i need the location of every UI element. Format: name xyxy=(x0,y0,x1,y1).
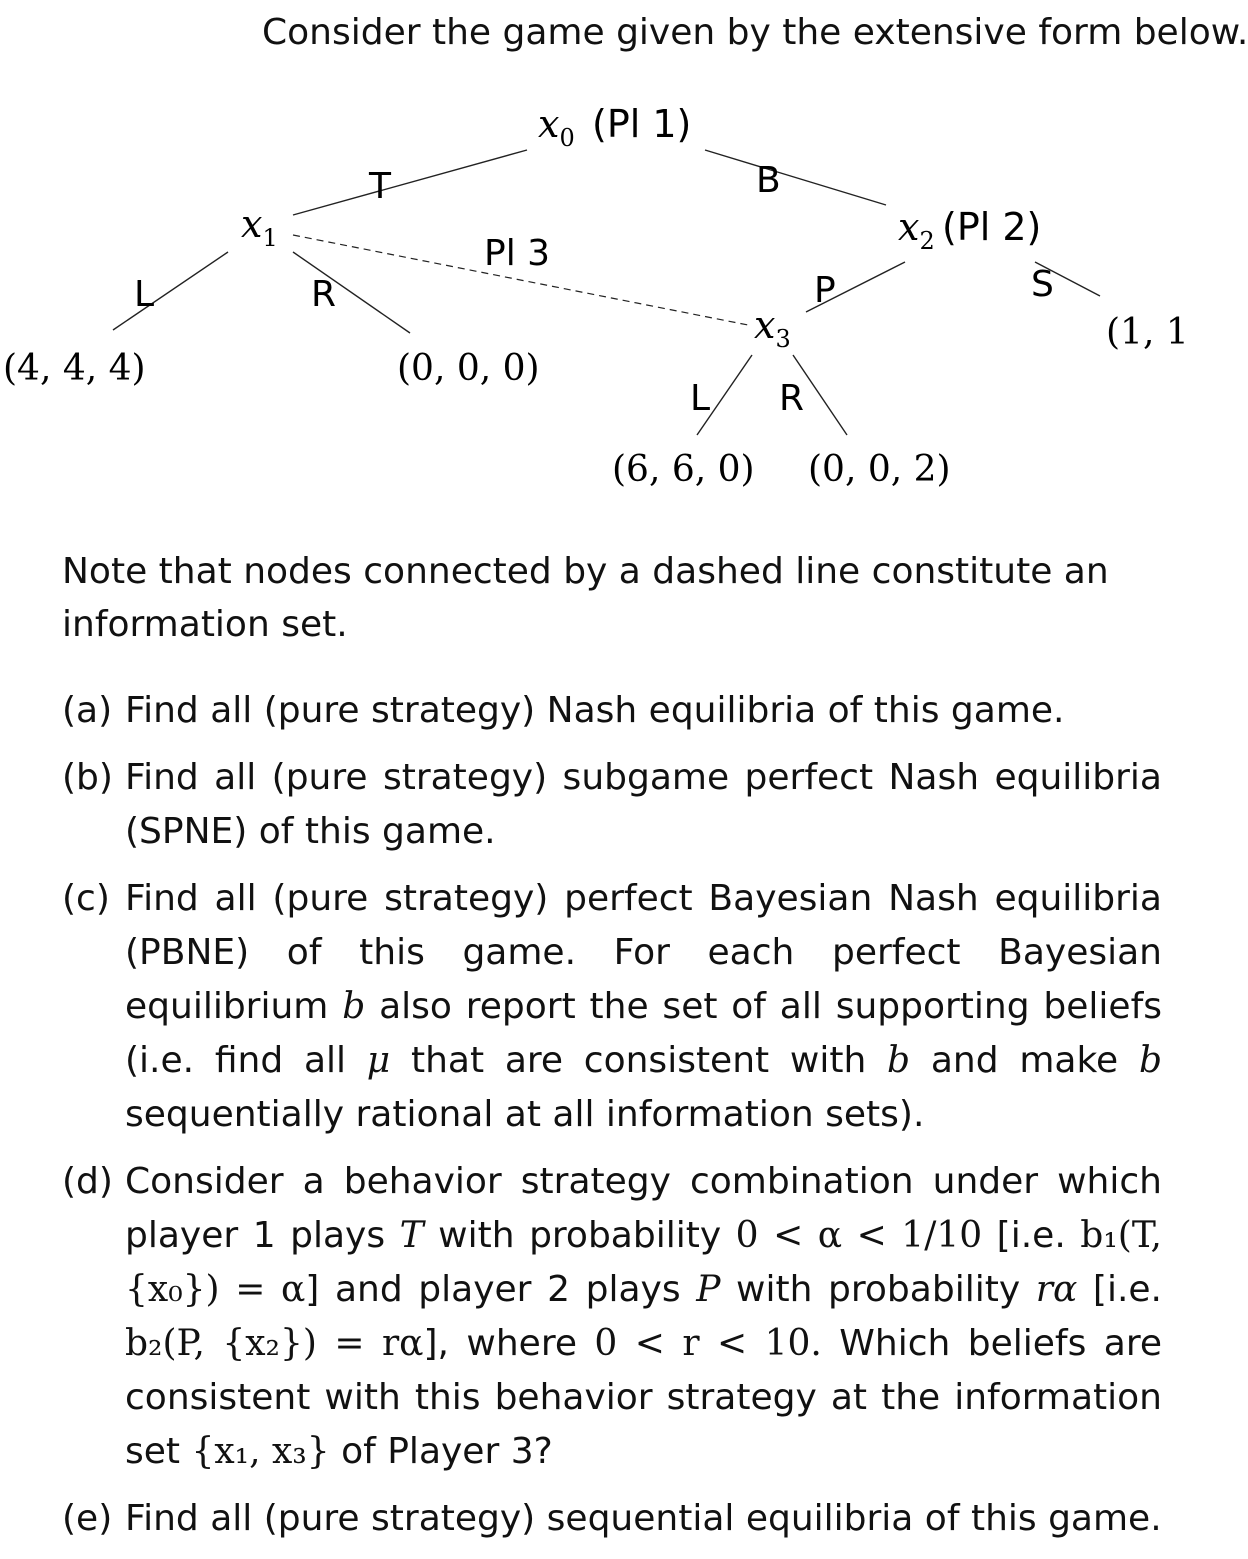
game-tree xyxy=(0,90,1189,500)
question-label: (a) xyxy=(62,690,113,731)
action-label-B: B xyxy=(756,160,781,201)
question-label: (b) xyxy=(62,757,113,798)
info-set-label: Pl 3 xyxy=(484,233,551,274)
node-x0: $x_0$ xyxy=(538,102,575,152)
action-label-T: T xyxy=(369,166,391,207)
question-e xyxy=(62,1492,1162,1546)
action-label-P: P xyxy=(814,270,836,311)
question-label: (c) xyxy=(62,878,110,919)
intro-text: Consider the game given by the extensive form below. xyxy=(262,12,1248,53)
action-label-L-x1: L xyxy=(134,274,155,315)
math-b2: b₂(P, {x₂}) = rα xyxy=(125,1323,424,1364)
math-b1: b₁(T, {x₀}) = α xyxy=(125,1215,1162,1310)
question-d xyxy=(62,1155,1162,1479)
action-label-R-x3: R xyxy=(779,378,805,419)
question-text: Find all (pure strategy) Nash equilibria of this game. xyxy=(125,690,1065,731)
payoff-x1-L: (4, 4, 4) xyxy=(3,348,146,389)
question-c xyxy=(62,872,1162,1142)
node-x2-player-label: (Pl 2) xyxy=(942,205,1042,249)
question-text: Consider a behavior strategy combination under which player 1 plays T with probability 0 < α < 1/10 [i.e. b₁(T, {x₀}) = α] and player 2 plays P with probability rα [i.e. b₂(P, {x₂}) = rα], where 0 < r < 10. Which beliefs are consistent with this behavior strategy at the information set {x₁, x₃} of Player 3? xyxy=(125,1161,1163,1472)
math-info-set: {x₁, x₃} xyxy=(191,1431,330,1472)
edge-x1-L xyxy=(113,252,228,330)
information-set-note: Note that nodes connected by a dashed line constitute an information set. xyxy=(62,551,1109,645)
action-label-L-x3: L xyxy=(690,378,711,419)
payoff-x1-R: (0, 0, 0) xyxy=(397,348,540,389)
payoff-x2-S: (1, 1 xyxy=(1106,312,1189,353)
edge-x0-x1-T xyxy=(293,150,527,215)
payoff-x3-R: (0, 0, 2) xyxy=(808,449,951,490)
math-b: b xyxy=(1138,1040,1162,1081)
math-T: T xyxy=(399,1215,424,1256)
edge-x0-x2-B xyxy=(705,150,886,205)
math-b: b xyxy=(887,1040,911,1081)
question-text: Find all (pure strategy) subgame perfect Nash equilibria (SPNE) of this game. xyxy=(125,757,1162,852)
question-text: Find all (pure strategy) sequential equilibria of this game. xyxy=(125,1498,1162,1539)
math-r-range: 0 < r < 10. xyxy=(594,1323,822,1364)
math-P: P xyxy=(696,1269,721,1310)
question-text: Find all (pure strategy) perfect Bayesian Nash equilibria (PBNE) of this game. For each perfect Bayesian equilibrium b also report the set of all supporting beliefs (i.e. find all μ that are consistent with b and make b sequentially rational at all information sets). xyxy=(125,878,1162,1135)
math-b: b xyxy=(342,986,366,1027)
question-a xyxy=(62,684,1162,738)
question-list xyxy=(62,684,1162,1559)
math-mu: μ xyxy=(366,1040,391,1081)
node-x1: $x_1$ xyxy=(241,202,278,252)
math-r-alpha: rα xyxy=(1035,1269,1078,1310)
action-label-S: S xyxy=(1031,264,1054,305)
question-b xyxy=(62,751,1162,859)
action-label-R-x1: R xyxy=(311,274,337,315)
node-x2: $x_2$ xyxy=(898,205,935,255)
payoff-x3-L: (6, 6, 0) xyxy=(612,449,755,490)
math-alpha-range: 0 < α < 1/10 xyxy=(735,1215,983,1256)
node-x0-player-label: (Pl 1) xyxy=(592,102,692,146)
question-label: (d) xyxy=(62,1161,113,1202)
node-x3: $x_3$ xyxy=(754,303,791,353)
question-label: (e) xyxy=(62,1498,113,1539)
